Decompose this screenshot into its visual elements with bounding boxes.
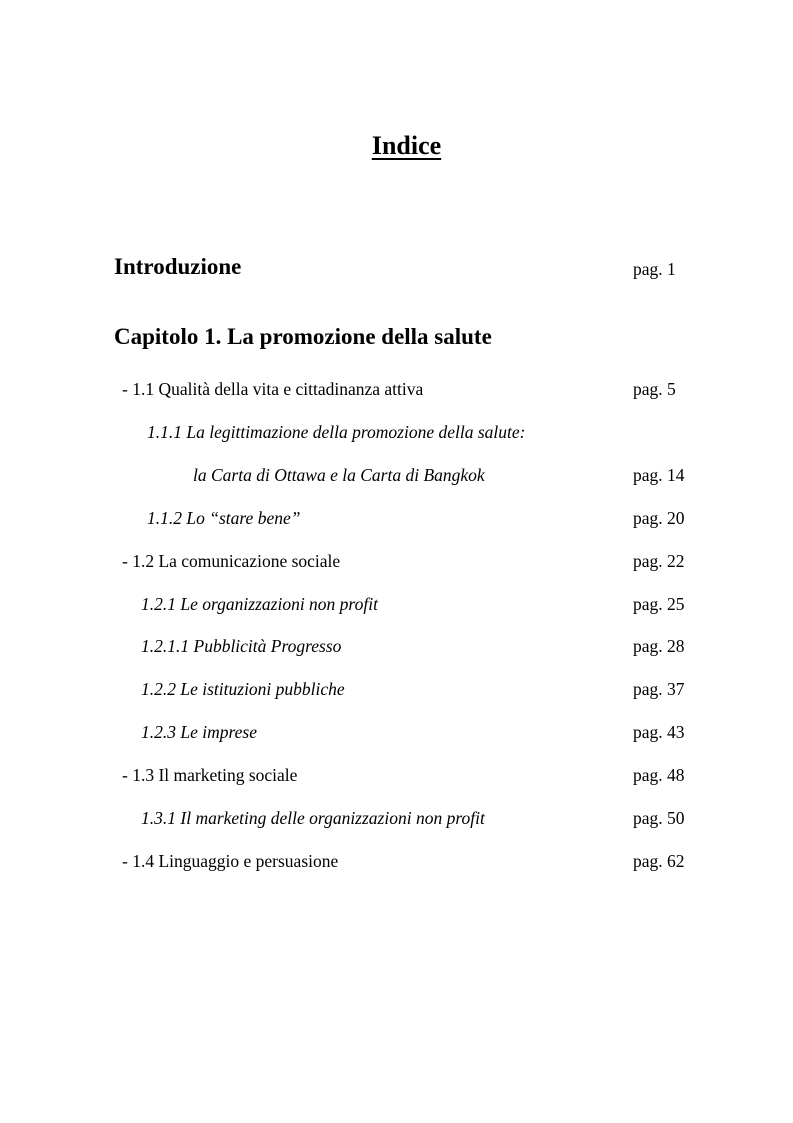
toc-entry-1-4-page: pag. 62 bbox=[633, 851, 685, 871]
toc-entry-1-1-1-page: pag. 14 bbox=[633, 465, 685, 485]
toc-entry-1-3-page: pag. 48 bbox=[633, 765, 685, 785]
toc-entry-1-2-1-1-page: pag. 28 bbox=[633, 636, 685, 656]
toc-entry-1-2-1-page: pag. 25 bbox=[633, 594, 685, 614]
toc-entry-1-1-page: pag. 5 bbox=[633, 379, 676, 399]
toc-entry-1-1-1: 1.1.1 La legittimazione della promozione della salute: bbox=[147, 422, 526, 442]
toc-entry-1-3-1: 1.3.1 Il marketing delle organizzazioni non profit bbox=[141, 808, 485, 828]
toc-intro-label: Introduzione bbox=[114, 254, 242, 279]
toc-entry-1-1-2: 1.1.2 Lo “stare bene” bbox=[147, 508, 301, 528]
toc-entry-1-3: - 1.3 Il marketing sociale bbox=[122, 765, 298, 785]
page-title: Indice bbox=[371, 131, 442, 160]
toc-entry-1-2-1-1: 1.2.1.1 Pubblicità Progresso bbox=[141, 636, 342, 656]
toc-entry-1-4: - 1.4 Linguaggio e persuasione bbox=[122, 851, 339, 871]
toc-entry-1-2: - 1.2 La comunicazione sociale bbox=[122, 551, 341, 571]
toc-entry-1-1-1-cont: la Carta di Ottawa e la Carta di Bangkok bbox=[193, 465, 485, 485]
toc-entry-1-2-2-page: pag. 37 bbox=[633, 679, 685, 699]
toc-intro-page: pag. 1 bbox=[633, 259, 676, 279]
toc-entry-1-2-1: 1.2.1 Le organizzazioni non profit bbox=[141, 594, 378, 614]
toc-entry-1-2-3-page: pag. 43 bbox=[633, 722, 685, 742]
toc-chapter1-heading: Capitolo 1. La promozione della salute bbox=[114, 324, 492, 349]
toc-entry-1-1: - 1.1 Qualità della vita e cittadinanza attiva bbox=[122, 379, 424, 399]
toc-entry-1-2-3: 1.2.3 Le imprese bbox=[141, 722, 258, 742]
toc-entry-1-3-1-page: pag. 50 bbox=[633, 808, 685, 828]
toc-entry-1-2-page: pag. 22 bbox=[633, 551, 685, 571]
toc-entry-1-2-2: 1.2.2 Le istituzioni pubbliche bbox=[141, 679, 345, 699]
toc-entry-1-1-2-page: pag. 20 bbox=[633, 508, 685, 528]
